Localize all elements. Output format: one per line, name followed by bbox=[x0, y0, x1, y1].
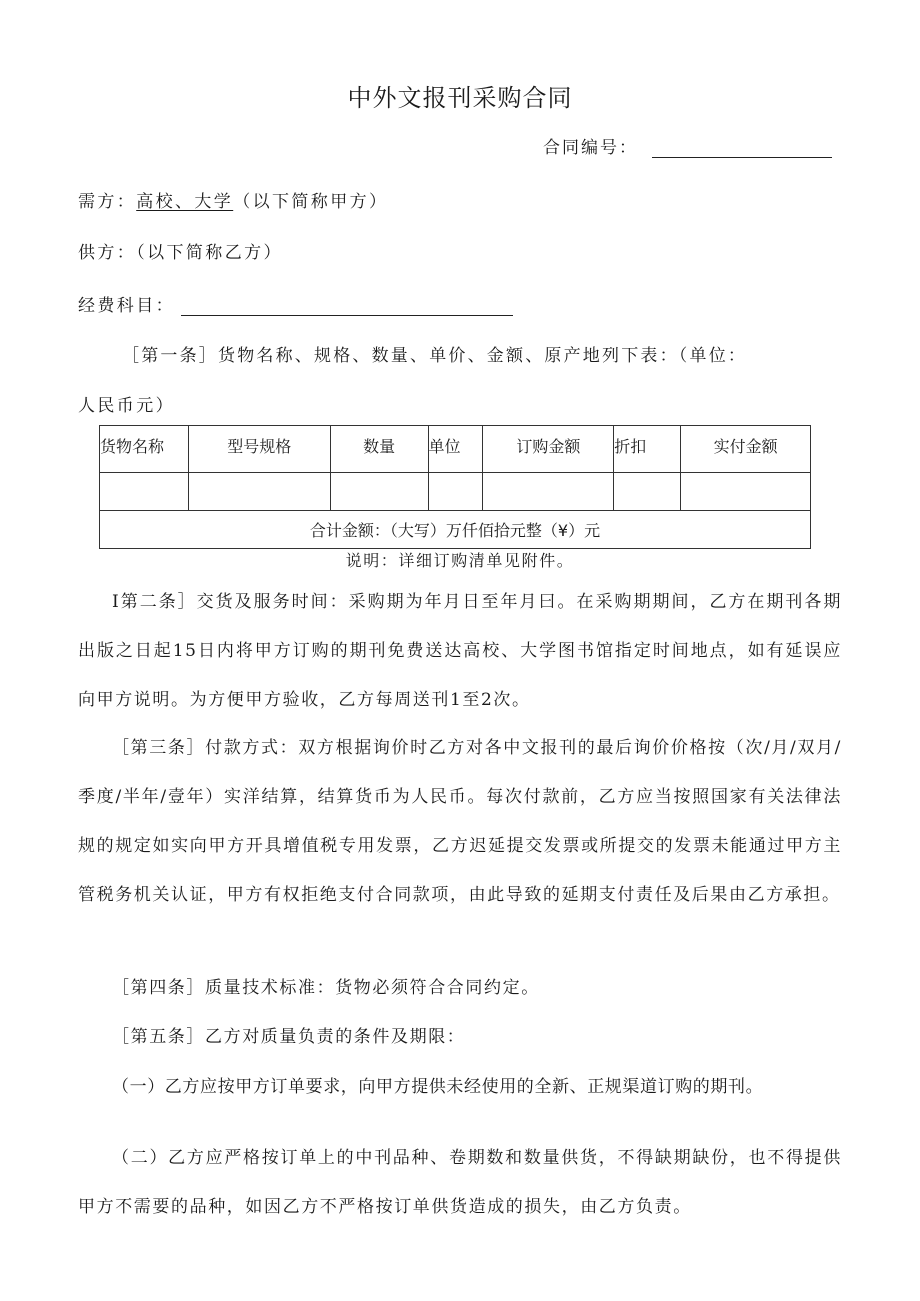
table-note: 说明：详细订购清单见附件。 bbox=[345, 551, 575, 570]
header-cell: 实付金额 bbox=[681, 426, 811, 473]
table-cell bbox=[483, 473, 614, 511]
header-cell: 数量 bbox=[330, 426, 428, 473]
buyer-suffix: （以下简称甲方） bbox=[233, 192, 389, 212]
table-total-row bbox=[100, 511, 811, 549]
buyer-line bbox=[78, 187, 388, 212]
table-cell bbox=[100, 473, 189, 511]
header-cell: 折扣 bbox=[614, 426, 681, 473]
goods-table bbox=[99, 425, 811, 549]
table-cell bbox=[614, 473, 681, 511]
clause2-paragraph: （二）乙方应严格按订单上的中刊品种、卷期数和数量供货，不得缺期缺份，也不得提供甲方不需要的品种，如因乙方不严格按订单供货造成的损失，由乙方负责。 bbox=[78, 1148, 842, 1217]
table-cell bbox=[188, 473, 330, 511]
contract-number-blank bbox=[652, 141, 832, 158]
buyer-name: 高校、大学 bbox=[136, 192, 234, 212]
header-cell: 货物名称 bbox=[100, 426, 189, 473]
total-amount-cell: 合计金额：（大写）万仟佰拾元整（¥）元 bbox=[100, 511, 811, 549]
table-cell bbox=[681, 473, 811, 511]
budget-line bbox=[78, 291, 513, 316]
header-cell: 单位 bbox=[428, 426, 483, 473]
article1-line1: ［第一条］货物名称、规格、数量、单价、金额、原产地列下表：（单位： bbox=[122, 346, 748, 366]
budget-blank bbox=[181, 299, 513, 316]
article5-paragraph: ［第五条］乙方对质量负责的条件及期限： bbox=[112, 1027, 466, 1047]
buyer-label: 需方： bbox=[78, 192, 137, 212]
contract-number-row bbox=[543, 133, 832, 158]
table-row bbox=[100, 473, 811, 511]
header-cell: 订购金额 bbox=[483, 426, 614, 473]
article1-line2: 人民币元） bbox=[78, 396, 175, 416]
clause1-paragraph: （一）乙方应按甲方订单要求，向甲方提供未经使用的全新、正规渠道订购的期刊。 bbox=[112, 1077, 764, 1097]
article2-paragraph: I第二条］交货及服务时间：采购期为年月日至年月曰。在采购期期间，乙方在期刊各期出版之日起15日内将甲方订购的期刊免费送达高校、大学图书馆指定时间地点，如有延误应向甲方说明。为方便甲方验收，乙方每周送刊1至2次。 bbox=[78, 592, 842, 710]
header-cell: 型号规格 bbox=[188, 426, 330, 473]
article3-paragraph: ［第三条］付款方式：双方根据询价时乙方对各中文报刊的最后询价价格按（次/月/双月/季度/半年/壹年）实洋结算，结算货币为人民币。每次付款前，乙方应当按照国家有关法律法规的规定如实向甲方开具增值税专用发票，乙方迟延提交发票或所提交的发票未能通过甲方主管税务机关认证，甲方有权拒绝支付合同款项，由此导致的延期支付责任及后果由乙方承担。 bbox=[78, 738, 842, 905]
contract-number-label: 合同编号： bbox=[543, 138, 638, 158]
table-header-row bbox=[100, 426, 811, 473]
budget-label: 经费科目： bbox=[78, 296, 175, 316]
page-title: 中外文报刊采购合同 bbox=[347, 84, 573, 112]
article4-paragraph: ［第四条］质量技术标准：货物必须符合合同约定。 bbox=[112, 978, 540, 998]
supplier-line: 供方：（以下简称乙方） bbox=[78, 243, 283, 263]
table-cell bbox=[428, 473, 483, 511]
table-cell bbox=[330, 473, 428, 511]
